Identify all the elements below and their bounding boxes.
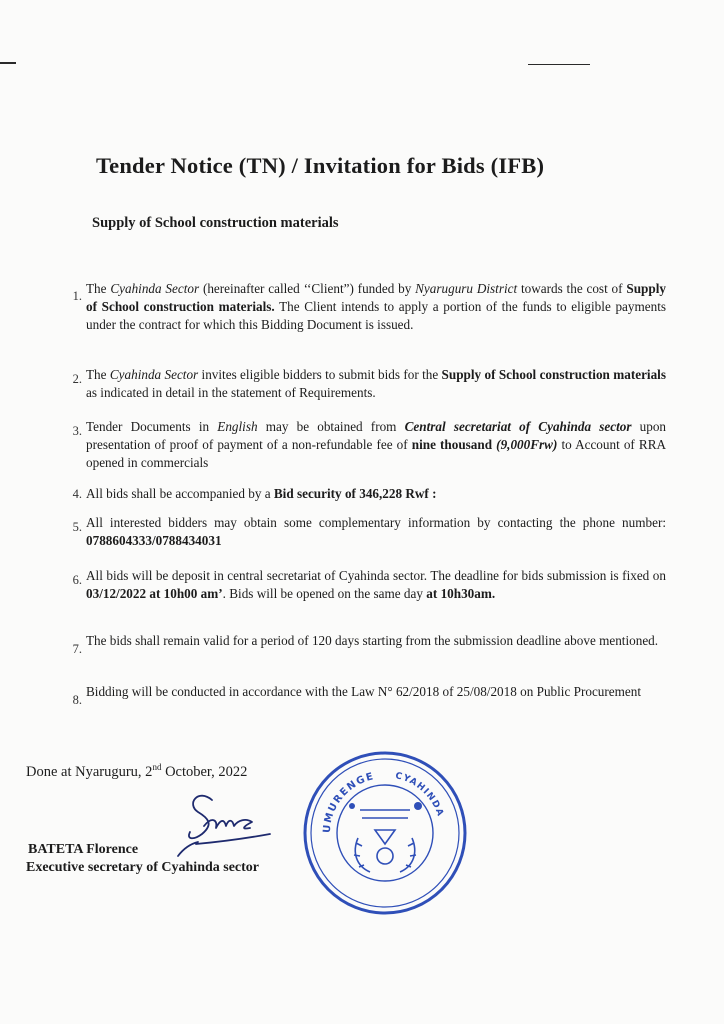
scan-edge-mark bbox=[0, 62, 16, 64]
signatory-role: Executive secretary of Cyahinda sector bbox=[26, 860, 260, 875]
item-number: 8. bbox=[72, 693, 82, 707]
item-number: 3. bbox=[72, 424, 82, 438]
item-text: The bids shall remain valid for a period of 120 days starting from the submission deadline above mentioned. bbox=[86, 633, 659, 648]
item-text: Bidding will be conducted in accordance with the Law N° 62/2018 of 25/08/2018 on Public Procurement bbox=[86, 684, 642, 699]
signing-place-date: Done at Nyaruguru, 2nd October, 2022 bbox=[26, 762, 248, 780]
list-item bbox=[46, 280, 666, 334]
item-number: 2. bbox=[72, 372, 82, 386]
item-number: 1. bbox=[72, 289, 82, 303]
list-item bbox=[46, 567, 666, 603]
item-text: All bids will be deposit in central secretariat of Cyahinda sector. The deadline for bids submission is fixed on 03/12/2022 at 10h00 am’. Bids will be opened on the same day at 10h30am. bbox=[86, 568, 666, 601]
svg-text:UMURENGE: UMURENGE bbox=[321, 771, 376, 834]
item-number: 5. bbox=[72, 520, 82, 534]
list-item bbox=[46, 418, 666, 472]
item-number: 7. bbox=[72, 642, 82, 656]
list-item bbox=[46, 683, 666, 707]
item-text: All bids shall be accompanied by a Bid security of 346,228 Rwf : bbox=[86, 486, 437, 501]
notice-subtitle: Supply of School construction materials bbox=[92, 215, 339, 231]
svg-text:CYAHINDA: CYAHINDA bbox=[394, 771, 446, 819]
item-text: The Cyahinda Sector invites eligible bidders to submit bids for the Supply of School construction materials as indicated in detail in the statement of Requirements. bbox=[86, 367, 666, 400]
scan-edge-mark bbox=[528, 64, 590, 65]
item-number: 4. bbox=[72, 487, 82, 501]
handwritten-signature bbox=[168, 786, 278, 862]
item-text: All interested bidders may obtain some complementary information by contacting the phone number: 0788604333/0788434031 bbox=[86, 515, 666, 548]
item-text: The Cyahinda Sector (hereinafter called ‘‘Client”) funded by Nyaruguru District towards the cost of Supply of School construction materials. The Client intends to apply a portion of the funds to eligible payments under the contract for which this Bidding Document is issued. bbox=[86, 281, 666, 332]
official-stamp bbox=[300, 748, 470, 918]
item-number: 6. bbox=[72, 573, 82, 587]
notice-title: Tender Notice (TN) / Invitation for Bids (IFB) bbox=[96, 153, 545, 178]
list-item bbox=[46, 485, 666, 503]
signatory-name: BATETA Florence bbox=[28, 842, 139, 857]
list-item bbox=[46, 366, 666, 402]
item-text: Tender Documents in English may be obtained from Central secretariat of Cyahinda sector upon presentation of proof of payment of a non-refundable fee of nine thousand (9,000Frw) to Account of RRA opened in commercials bbox=[86, 419, 667, 470]
list-item bbox=[46, 514, 666, 550]
list-item bbox=[46, 632, 666, 656]
